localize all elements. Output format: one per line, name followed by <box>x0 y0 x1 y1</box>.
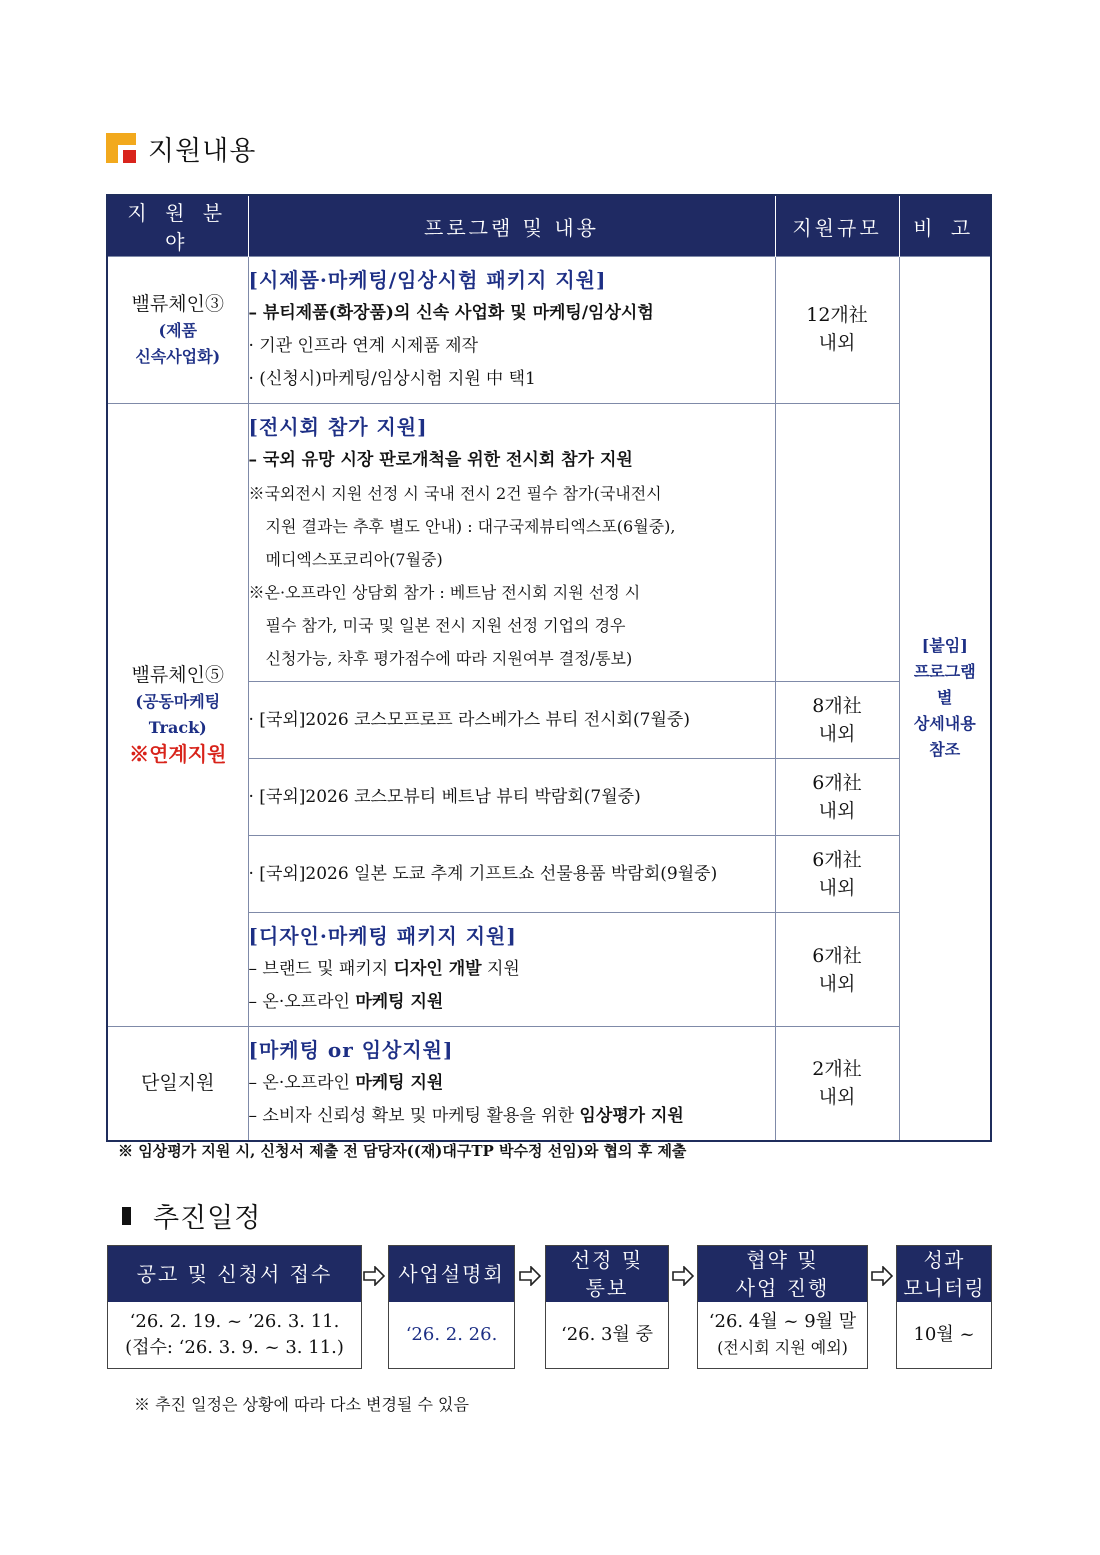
program-cell <box>248 682 775 759</box>
emphasis: 임상평가 지원 <box>579 1105 684 1126</box>
step-body <box>698 1302 867 1368</box>
field-cell <box>107 404 248 1027</box>
program-line: 메디엑스포코리아(7월중) <box>265 549 443 569</box>
program-line: 지원 결과는 추후 별도 안내) : 대구국제뷰티엑스포(6월중), <box>265 516 676 536</box>
field-sub: (공동마케팅 <box>135 692 221 711</box>
scale-count: 12개社 <box>806 304 868 326</box>
program-line: · 기관 인프라 연계 시제품 제작 <box>248 336 478 356</box>
arrow-right-icon <box>672 1266 694 1286</box>
step-head <box>108 1246 361 1302</box>
step-body <box>389 1302 514 1368</box>
text: – 온·오프라인 <box>248 992 356 1012</box>
scale-cell <box>775 759 899 836</box>
step-body-line: (접수: ‘26. 3. 9. ~ 3. 11.) <box>125 1337 344 1358</box>
program-line: – 국외 유망 시장 판로개척을 위한 전시회 참가 지원 <box>248 449 633 470</box>
step-body-line: 10월 ~ <box>913 1324 975 1345</box>
step-body-line: ‘26. 4월 ~ 9월 말 <box>708 1311 857 1332</box>
step-head-text: 사업 진행 <box>735 1276 830 1300</box>
square-bullet-icon <box>106 133 136 163</box>
program-line <box>249 953 775 986</box>
bar-bullet-icon <box>122 1207 131 1225</box>
step-head <box>698 1246 867 1302</box>
program-cell <box>248 913 775 1027</box>
field-name: 밸류체인⑤ <box>131 664 224 686</box>
table-row <box>107 257 991 404</box>
text: – 온·오프라인 <box>248 1072 356 1093</box>
program-title: [전시회 참가 지원] <box>248 414 428 439</box>
step-head <box>897 1246 991 1302</box>
field-sub: Track) <box>148 718 207 737</box>
section-title: 추진일정 <box>153 1203 262 1234</box>
program-line: · (신청시)마케팅/임상시험 지원 中 택1 <box>248 369 536 389</box>
scale-unit: 내외 <box>818 1086 856 1109</box>
step-head-text: 성과 <box>923 1248 965 1272</box>
program-title: [마케팅 or 임상지원] <box>248 1037 454 1062</box>
step-head <box>389 1246 514 1302</box>
field-name: 밸류체인③ <box>131 292 224 315</box>
step-head-text: 선정 및 <box>570 1248 644 1272</box>
exhibition-item: · [국외]2026 일본 도쿄 추계 기프트쇼 선물용품 박람회(9월중) <box>248 863 718 884</box>
scale-cell <box>775 836 899 913</box>
scale-cell <box>775 913 899 1027</box>
scale-count: 6개社 <box>812 944 862 967</box>
step-body-line: ‘26. 2. 19. ~ ’26. 3. 11. <box>129 1311 340 1332</box>
scale-cell <box>775 257 899 404</box>
table-row <box>107 404 991 682</box>
step-head-text: 통보 <box>585 1276 629 1300</box>
step-head-text: 공고 및 신청서 접수 <box>136 1262 333 1286</box>
scale-unit: 내외 <box>818 972 856 995</box>
scale-cell <box>775 1027 899 1141</box>
step-head-text: 협약 및 <box>746 1248 819 1272</box>
field-name: 단일지원 <box>141 1071 215 1094</box>
field-sub: 신속사업화) <box>135 346 221 366</box>
field-sub: (제품 <box>158 320 197 340</box>
program-line: 신청가능, 차후 평가점수에 따라 지원여부 결정/통보) <box>265 648 633 668</box>
text: – 소비자 신뢰성 확보 및 마케팅 활용을 위한 <box>248 1105 580 1126</box>
table-header-row <box>107 195 991 257</box>
remark-line: 프로그램 <box>913 662 976 682</box>
arrow-right-icon <box>363 1266 385 1286</box>
remark-cell <box>899 257 991 1141</box>
schedule-step-selection <box>545 1245 669 1369</box>
field-cell <box>107 1027 248 1141</box>
footnote-clinical: ※ 임상평가 지원 시, 신청서 제출 전 담당자((재)대구TP 박수정 선임)와 협의 후 제출 <box>118 1142 687 1160</box>
program-line <box>249 986 775 1019</box>
footnote-schedule: ※ 추진 일정은 상황에 따라 다소 변경될 수 있음 <box>134 1395 469 1414</box>
scale-unit: 내외 <box>818 723 856 745</box>
scale-unit: 내외 <box>818 877 856 899</box>
arrow-right-icon <box>871 1266 893 1286</box>
scale-count: 6개社 <box>812 772 862 794</box>
program-cell <box>248 1027 775 1141</box>
scale-count: 6개社 <box>812 849 862 871</box>
scale-unit: 내외 <box>818 800 856 822</box>
step-body <box>546 1302 668 1368</box>
program-line: ※국외전시 지원 선정 시 국내 전시 2건 필수 참가(국내전시 <box>248 483 662 503</box>
section-heading-support <box>106 128 256 168</box>
text: – 브랜드 및 패키지 <box>248 959 394 979</box>
step-head <box>546 1246 668 1302</box>
program-cell <box>248 759 775 836</box>
program-line <box>249 1100 775 1133</box>
scale-cell <box>775 682 899 759</box>
program-title: [시제품·마케팅/임상시험 패키지 지원] <box>248 268 607 292</box>
header-field: 지 원 분 야 <box>107 195 248 257</box>
emphasis: 마케팅 지원 <box>355 992 444 1012</box>
section-heading-schedule <box>122 1196 261 1235</box>
schedule-step-announcement <box>107 1245 362 1369</box>
step-body-line: ‘26. 3월 중 <box>560 1324 654 1345</box>
step-body <box>108 1302 361 1368</box>
emphasis: 마케팅 지원 <box>355 1072 444 1093</box>
scale-count: 8개社 <box>812 695 862 717</box>
support-table <box>106 194 992 1142</box>
linked-support-label: ※연계지원 <box>129 742 227 766</box>
header-remark: 비 고 <box>899 195 991 257</box>
step-body-line: (전시회 지원 예외) <box>717 1338 848 1357</box>
schedule-step-contract <box>697 1245 868 1369</box>
remark-line: 별 <box>937 688 953 708</box>
step-body-line: ‘26. 2. 26. <box>405 1324 498 1345</box>
header-program: 프로그램 및 내용 <box>248 195 775 257</box>
scale-count: 2개社 <box>812 1058 862 1081</box>
program-line: 필수 참가, 미국 및 일본 전시 지원 선정 기업의 경우 <box>265 615 626 635</box>
exhibition-item: · [국외]2026 코스모뷰티 베트남 뷰티 박람회(7월중) <box>248 786 641 807</box>
scale-cell <box>775 404 899 682</box>
table-row <box>107 1027 991 1141</box>
program-line: – 뷰티제품(화장품)의 신속 사업화 및 마케팅/임상시험 <box>248 303 654 323</box>
header-scale: 지원규모 <box>775 195 899 257</box>
emphasis: 디자인 개발 <box>393 959 482 979</box>
schedule-step-briefing <box>388 1245 515 1369</box>
program-cell <box>248 257 775 404</box>
exhibition-item: · [국외]2026 코스모프로프 라스베가스 뷰티 전시회(7월중) <box>248 709 690 730</box>
step-body <box>897 1302 991 1368</box>
program-cell <box>248 836 775 913</box>
program-line: ※온·오프라인 상담회 참가 : 베트남 전시회 지원 선정 시 <box>248 582 641 602</box>
section-title: 지원내용 <box>148 135 257 167</box>
text: 지원 <box>481 959 520 979</box>
program-cell <box>248 404 775 682</box>
remark-line: 참조 <box>929 740 961 760</box>
remark-line: 상세내용 <box>913 714 976 734</box>
step-head-text: 모니터링 <box>903 1276 985 1300</box>
field-cell <box>107 257 248 404</box>
step-head-text: 사업설명회 <box>398 1262 505 1286</box>
remark-line: [붙임] <box>921 636 968 656</box>
schedule-step-monitoring <box>896 1245 992 1369</box>
arrow-right-icon <box>519 1266 541 1286</box>
scale-unit: 내외 <box>818 332 856 354</box>
program-title: [디자인·마케팅 패키지 지원] <box>248 924 517 948</box>
program-line <box>249 1067 775 1100</box>
